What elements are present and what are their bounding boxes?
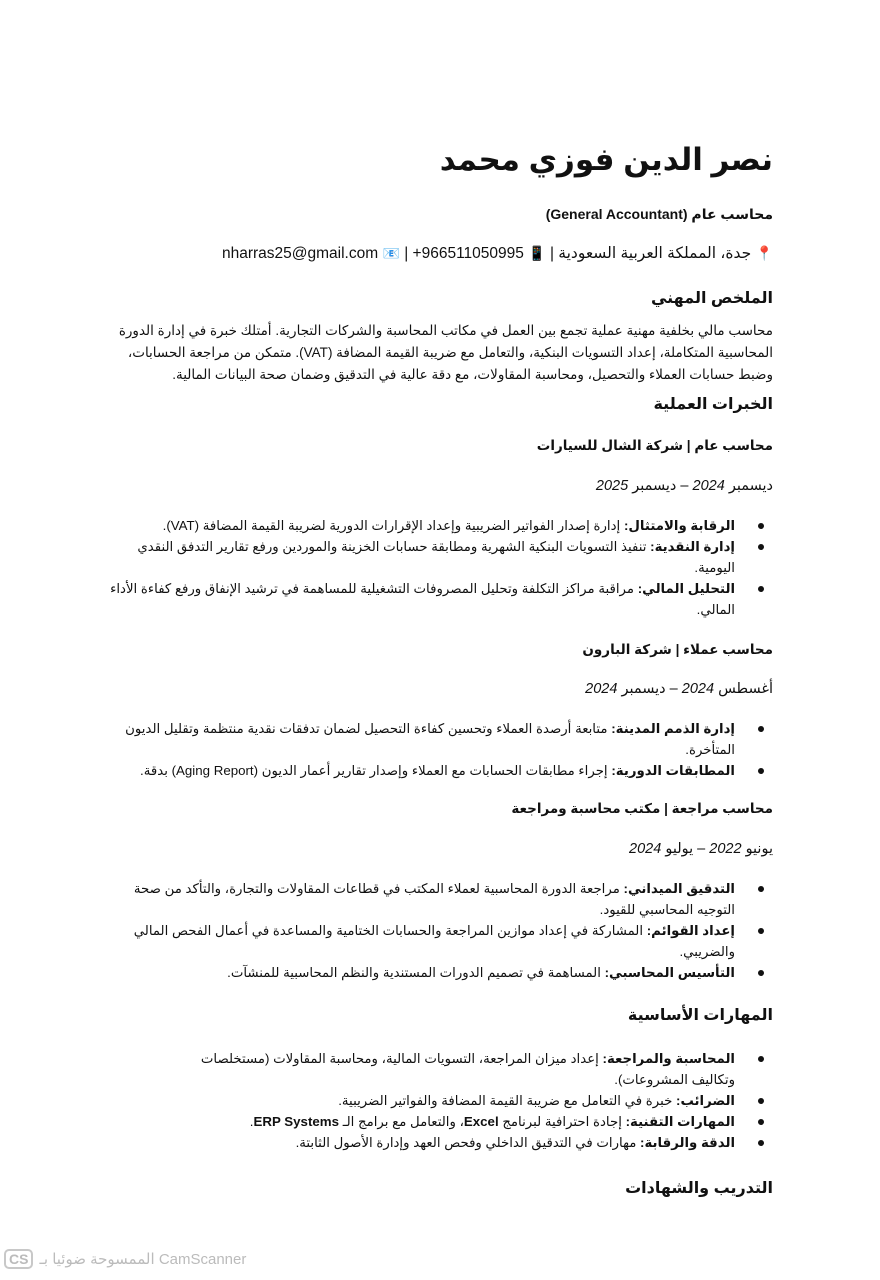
training-heading: التدريب والشهادات [625, 1180, 773, 1197]
job-1-bullets [100, 515, 773, 620]
list-item: التأسيس المحاسبي: المساهمة في تصميم الدورات المستندية والنظم المحاسبية للمنشآت. [100, 962, 773, 983]
job-title-3: محاسب مراجعة | مكتب محاسبة ومراجعة [511, 801, 773, 816]
separator: | [404, 245, 409, 262]
candidate-name: نصر الدين فوزي محمد [439, 142, 773, 177]
phone: +966511050995 [412, 245, 524, 262]
camscanner-watermark [4, 1249, 246, 1269]
list-item: الرقابة والامتثال: إدارة إصدار الفواتير الضريبية وإعداد الإقرارات الدورية لضريبة القيمة المضافة (VAT). [100, 515, 773, 536]
skills-list [100, 1048, 773, 1153]
experience-heading: الخبرات العملية [653, 396, 773, 413]
job-2-bullets [100, 718, 773, 781]
phone-icon: 📱 [528, 245, 546, 261]
job-date-2: أغسطس 2024 – ديسمبر 2024 [585, 681, 773, 697]
job-title-1: محاسب عام | شركة الشال للسيارات [536, 438, 773, 453]
list-item: المحاسبة والمراجعة: إعداد ميزان المراجعة، التسويات المالية، ومحاسبة المقاولات (مستخلصات وتكاليف المشروعات). [168, 1048, 773, 1090]
location-pin-icon: 📍 [755, 245, 773, 261]
list-item: إدارة الذمم المدينة: متابعة أرصدة العملاء وتحسين كفاءة التحصيل لضمان تدفقات نقدية منتظمة وتقليل الديون المتأخرة. [100, 718, 773, 760]
location: جدة، المملكة العربية السعودية [558, 245, 752, 262]
job-date-3: يونيو 2022 – يوليو 2024 [629, 841, 773, 857]
list-item: التحليل المالي: مراقبة مراكز التكلفة وتحليل المصروفات التشغيلية للمساهمة في ترشيد الإنفاق ورفع كفاءة الأداء المالي. [100, 578, 773, 620]
summary-text: محاسب مالي بخلفية مهنية عملية تجمع بين العمل في مكاتب المحاسبة والشركات التجارية. أمتلك خبرة في إدارة الدورة المحاسبية المتكاملة، إعداد التسويات البنكية، والتعامل مع ضريبة القيمة المضافة (VAT). متمكن من مراجعة الحسابات، وضبط حسابات العملاء والتحصيل، ومحاسبة المقاولات، مع دقة عالية في التدقيق وضمان صحة البيانات المالية. [118, 323, 773, 382]
list-item: الضرائب: خبرة في التعامل مع ضريبة القيمة المضافة والفواتير الضريبية. [168, 1090, 773, 1111]
skills-heading: المهارات الأساسية [627, 1007, 773, 1024]
email: nharras25@gmail.com [221, 245, 379, 262]
list-item: الدقة والرقابة: مهارات في التدقيق الداخلي وفحص العهد وإدارة الأصول الثابتة. [168, 1132, 773, 1153]
resume-document [100, 140, 773, 1199]
separator: | [549, 245, 554, 262]
job-date-1: ديسمبر 2024 – ديسمبر 2025 [595, 478, 773, 494]
list-item: إدارة النقدية: تنفيذ التسويات البنكية الشهرية ومطابقة حسابات الخزينة والموردين ورفع تقارير التدفق النقدي اليومية. [100, 536, 773, 578]
contact-line [100, 243, 773, 264]
job-title-2: محاسب عملاء | شركة البارون [582, 642, 773, 657]
camscanner-logo-icon: CS [4, 1249, 33, 1269]
job-title: محاسب عام (General Accountant) [545, 206, 773, 222]
list-item: المهارات التقنية: إجادة احترافية لبرنامج Excel، والتعامل مع برامج الـ ERP Systems. [168, 1111, 773, 1132]
watermark-text: الممسوحة ضوئيا بـ CamScanner [39, 1251, 247, 1268]
list-item: التدقيق الميداني: مراجعة الدورة المحاسبية لعملاء المكتب في قطاعات المقاولات والتجارة، والتأكد من صحة التوجيه المحاسبي للقيود. [100, 878, 773, 920]
list-item: المطابقات الدورية: إجراء مطابقات الحسابات مع العملاء وإصدار تقارير أعمار الديون (Aging Report) بدقة. [100, 760, 773, 781]
summary-heading: الملخص المهني [650, 290, 773, 307]
job-3-bullets [100, 878, 773, 983]
email-icon: 📧 [382, 245, 400, 261]
list-item: إعداد القوائم: المشاركة في إعداد موازين المراجعة والحسابات الختامية والمساعدة في أعمال الفحص المالي والضريبي. [100, 920, 773, 962]
